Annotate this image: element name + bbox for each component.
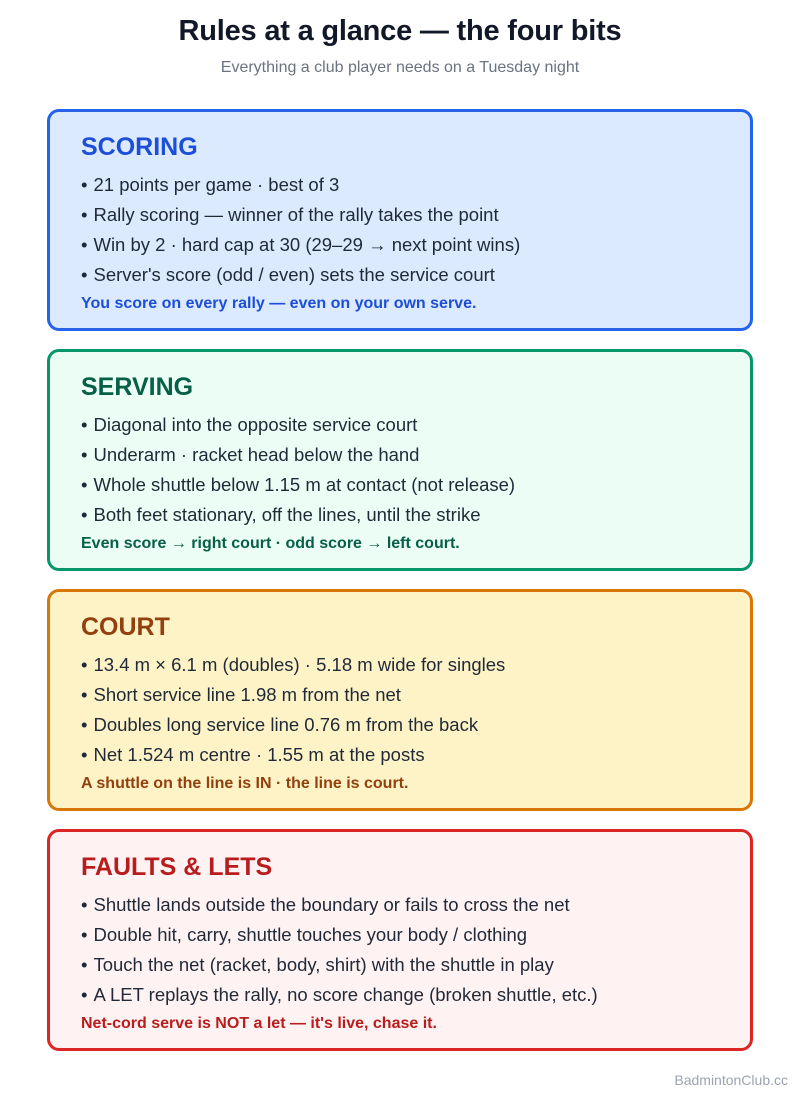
bullet-icon: •	[81, 204, 88, 225]
footer-credit: BadmintonClub.cc	[674, 1072, 788, 1088]
card-heading: COURT	[81, 613, 170, 641]
bullet-icon: •	[81, 174, 88, 195]
rule-text: Win by 2 · hard cap at 30 (29–29 → next point wins)	[93, 234, 521, 255]
rule-item	[81, 410, 750, 440]
card-note: A shuttle on the line is IN · the line is court.	[81, 775, 409, 792]
rule-item	[81, 500, 750, 530]
bullet-icon: •	[81, 504, 88, 525]
rule-text: Doubles long service line 0.76 m from the back	[93, 714, 479, 735]
page-title: Rules at a glance — the four bits	[178, 15, 622, 47]
page-subtitle: Everything a club player needs on a Tuesday night	[220, 59, 580, 76]
bullet-icon: •	[81, 474, 88, 495]
bullet-icon: •	[81, 444, 88, 465]
rule-item	[81, 170, 750, 200]
rule-item	[81, 710, 750, 740]
rule-item	[81, 740, 750, 770]
rule-text: Net 1.524 m centre · 1.55 m at the posts	[93, 744, 425, 765]
rule-item	[81, 920, 750, 950]
rule-list	[81, 890, 750, 1010]
rule-item	[81, 260, 750, 290]
rule-item	[81, 470, 750, 500]
rule-text: Touch the net (racket, body, shirt) with the shuttle in play	[93, 954, 554, 975]
card-heading: SERVING	[81, 373, 194, 401]
rule-text: Both feet stationary, off the lines, until the strike	[93, 504, 481, 525]
rule-text: Whole shuttle below 1.15 m at contact (not release)	[93, 474, 516, 495]
bullet-icon: •	[81, 714, 88, 735]
bullet-icon: •	[81, 264, 88, 285]
bullet-icon: •	[81, 954, 88, 975]
rule-item	[81, 680, 750, 710]
rule-item	[81, 230, 750, 260]
bullet-icon: •	[81, 234, 88, 255]
card-heading: FAULTS & LETS	[81, 853, 273, 881]
rule-text: Diagonal into the opposite service court	[93, 414, 418, 435]
bullet-icon: •	[81, 744, 88, 765]
bullet-icon: •	[81, 984, 88, 1005]
rule-item	[81, 650, 750, 680]
card-note: Net-cord serve is NOT a let — it's live, chase it.	[81, 1015, 437, 1032]
rule-text: Double hit, carry, shuttle touches your body / clothing	[93, 924, 528, 945]
card-note: You score on every rally — even on your own serve.	[81, 295, 477, 312]
rule-text: Rally scoring — winner of the rally takes the point	[93, 204, 499, 225]
rule-text: 21 points per game · best of 3	[93, 174, 340, 195]
rule-list	[81, 650, 750, 770]
rule-list	[81, 170, 750, 290]
rule-item	[81, 980, 750, 1010]
rule-text: Shuttle lands outside the boundary or fails to cross the net	[93, 894, 570, 915]
rule-text: Short service line 1.98 m from the net	[93, 684, 401, 705]
rule-item	[81, 440, 750, 470]
card-court	[47, 589, 753, 811]
bullet-icon: •	[81, 684, 88, 705]
card-heading: SCORING	[81, 133, 198, 161]
rule-text: 13.4 m × 6.1 m (doubles) · 5.18 m wide for singles	[93, 654, 506, 675]
rule-text: A LET replays the rally, no score change (broken shuttle, etc.)	[93, 984, 598, 1005]
rule-list	[81, 410, 750, 530]
rule-item	[81, 890, 750, 920]
bullet-icon: •	[81, 924, 88, 945]
card-serving	[47, 349, 753, 571]
card-scoring	[47, 109, 753, 331]
bullet-icon: •	[81, 414, 88, 435]
rule-item	[81, 950, 750, 980]
card-note: Even score → right court · odd score → left court.	[81, 535, 460, 552]
bullet-icon: •	[81, 654, 88, 675]
card-faults-lets	[47, 829, 753, 1051]
rule-text: Underarm · racket head below the hand	[93, 444, 420, 465]
bullet-icon: •	[81, 894, 88, 915]
rule-item	[81, 200, 750, 230]
rule-text: Server's score (odd / even) sets the service court	[93, 264, 495, 285]
